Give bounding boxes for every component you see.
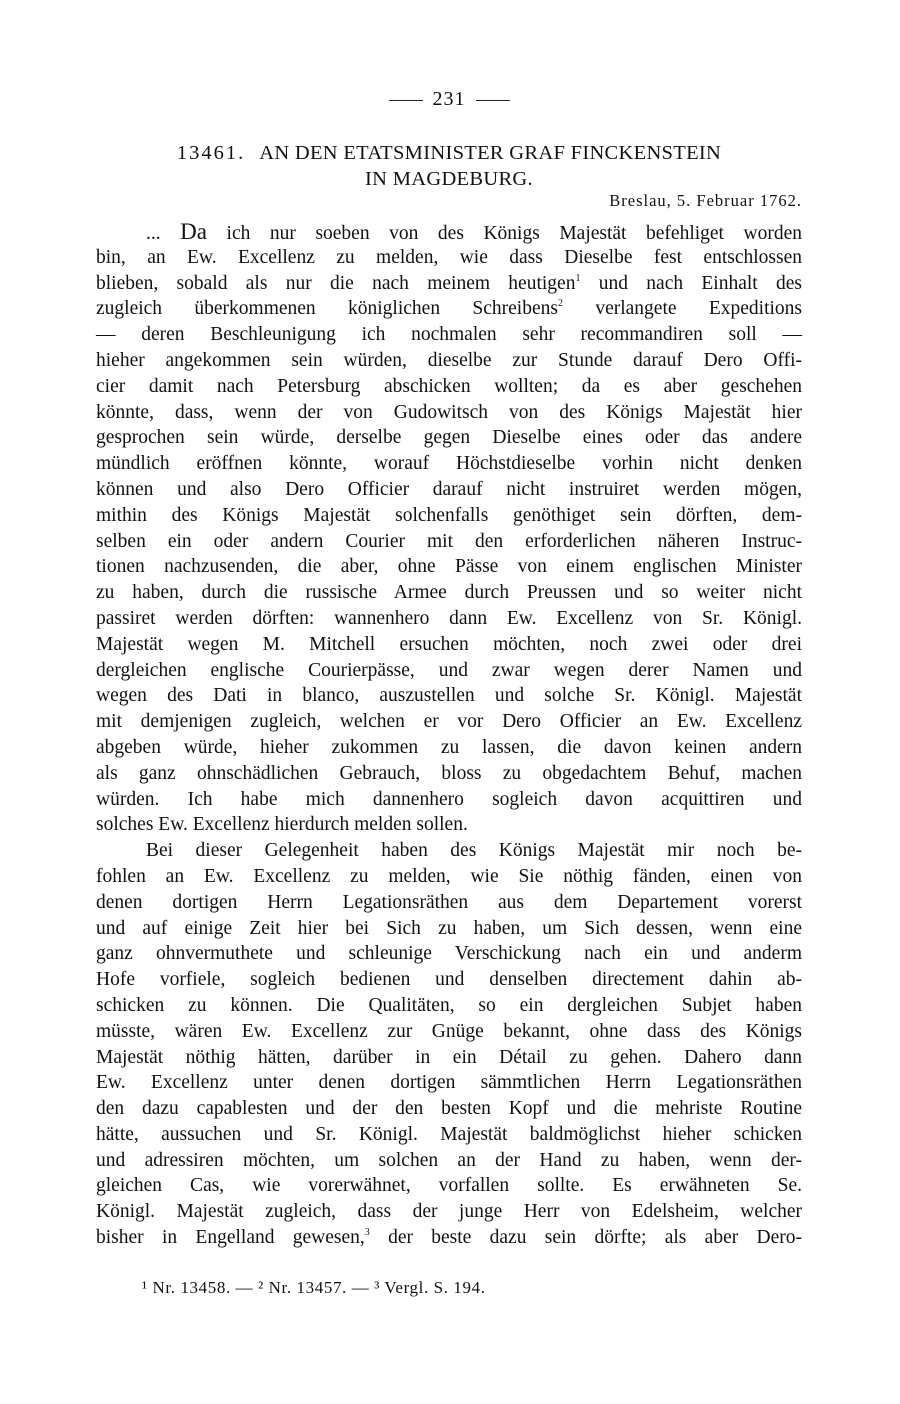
body-line: zu haben, durch die russische Armee durch Preussen und so weiter nicht — [96, 582, 802, 604]
body-line: als ganz ohnschädlichen Gebrauch, bloss zu obgedachtem Behuf, machen — [96, 762, 802, 784]
body-line: Hofe vorfiele, sogleich bedienen und denselben directement dahin ab- — [96, 969, 802, 991]
body-line: dergleichen englische Courierpässe, und zwar wegen derer Namen und — [96, 659, 802, 681]
body-line: könnte, dass, wenn der von Gudowitsch von des Königs Majestät hier — [96, 401, 802, 423]
ellipsis: ... — [146, 223, 161, 244]
body-line: Ew. Excellenz unter denen dortigen sämmtlichen Herrn Legationsräthen — [96, 1072, 802, 1094]
line-text: bisher in Engelland gewesen, — [96, 1227, 365, 1249]
line-text: der beste dazu sein dörfte; als aber Dero- — [388, 1227, 803, 1249]
page-number: 231 — [432, 88, 466, 110]
body-line: denen dortigen Herrn Legationsräthen aus dem Departement vorerst — [96, 891, 802, 913]
body-line: schicken zu können. Die Qualitäten, so ein dergleichen Subjet haben — [96, 994, 802, 1016]
line-text: ich nur soeben von des Königs Majestät befehliget worden — [207, 223, 803, 244]
body-line: mithin des Königs Majestät solchenfalls genöthiget sein dörften, dem- — [96, 504, 802, 526]
body-line: Bei dieser Gelegenheit haben des Königs Majestät mir noch be- — [146, 840, 802, 862]
letter-title — [96, 140, 802, 192]
letter-body — [96, 219, 802, 1251]
body-line: können und also Dero Officier darauf nicht instruiret werden mögen, — [96, 478, 802, 500]
body-line: fohlen an Ew. Excellenz zu melden, wie Sie nöthig fänden, einen von — [96, 865, 802, 887]
body-line: Majestät wegen M. Mitchell ersuchen möchten, noch zwei oder drei — [96, 633, 802, 655]
body-line: wegen des Dati in blanco, auszustellen und solche Sr. Königl. Majestät — [96, 685, 802, 707]
body-line: solches Ew. Excellenz hierdurch melden sollen. — [96, 814, 468, 836]
line-text: verlangete Expeditions — [562, 298, 803, 320]
body-line: müsste, wären Ew. Excellenz zur Gnüge bekannt, ohne dass des Königs — [96, 1020, 802, 1042]
footnote-ref: 1 — [575, 272, 581, 284]
footnote-ref: 2 — [557, 298, 563, 310]
body-line: cier damit nach Petersburg abschicken wollten; da es aber geschehen — [96, 375, 802, 397]
initial-word: Da — [180, 219, 207, 244]
letter-number: 13461. — [176, 142, 246, 164]
body-line: mit demjenigen zugleich, welchen er vor Dero Officier an Ew. Excellenz — [96, 711, 802, 733]
page-header — [96, 88, 802, 111]
body-line: hieher angekommen sein würden, dieselbe zur Stunde darauf Dero Offi- — [96, 349, 802, 371]
body-line: mündlich eröffnen könnte, worauf Höchstdieselbe vorhin nicht denken — [96, 453, 802, 475]
body-line: den dazu capablesten und der den besten Kopf und die mehriste Routine — [96, 1098, 802, 1120]
dateline: Breslau, 5. Februar 1762. — [609, 191, 802, 210]
body-line: abgeben würde, hieher zukommen zu lassen, die davon keinen andern — [96, 736, 802, 758]
body-line: ganz ohnvermuthete und schleunige Verschickung nach ein und anderm — [96, 943, 802, 965]
title-line-1 — [96, 140, 802, 166]
line-text: zugleich überkommenen königlichen Schreibens — [96, 298, 558, 320]
body-line — [96, 219, 802, 245]
body-line: hätte, aussuchen und Sr. Königl. Majestät baldmöglichst hieher schicken — [96, 1123, 802, 1145]
body-line: — deren Beschleunigung ich nochmalen sehr recommandiren soll — — [96, 324, 802, 346]
header-dash-left — [389, 100, 423, 101]
footnote-ref: 3 — [364, 1227, 370, 1239]
body-line: tionen nachzusenden, die aber, ohne Pässe von einem englischen Minister — [96, 556, 802, 578]
body-line: Majestät nöthig hätten, darüber in ein Détail zu gehen. Dahero dann — [96, 1046, 802, 1068]
body-line — [96, 296, 802, 322]
header-dash-right — [476, 100, 510, 101]
body-line: selben ein oder andern Courier mit den erforderlichen näheren Instruc- — [96, 530, 802, 552]
body-line: gleichen Cas, wie vorerwähnet, vorfallen sollte. Es erwähneten Se. — [96, 1175, 802, 1197]
line-text: blieben, sobald als nur die nach meinem heutigen — [96, 272, 576, 294]
body-line: Königl. Majestät zugleich, dass der junge Herr von Edelsheim, welcher — [96, 1201, 802, 1223]
body-line: gesprochen sein würde, derselbe gegen Dieselbe eines oder das andere — [96, 427, 802, 449]
body-line: würden. Ich habe mich dannenhero sogleich davon acquittiren und — [96, 788, 802, 810]
body-line: bin, an Ew. Excellenz zu melden, wie dass Dieselbe fest entschlossen — [96, 246, 802, 268]
title-recipient: AN DEN ETATSMINISTER GRAF FINCKENSTEIN — [259, 142, 722, 164]
body-line: und auf einige Zeit hier bei Sich zu haben, um Sich dessen, wenn eine — [96, 917, 802, 939]
body-line — [96, 271, 802, 297]
body-line: passiret werden dörften: wannenhero dann Ew. Excellenz von Sr. Königl. — [96, 607, 802, 629]
title-line-2: IN MAGDEBURG. — [365, 168, 533, 190]
footnotes: ¹ Nr. 13458. — ² Nr. 13457. — ³ Vergl. S. 194. — [142, 1278, 486, 1297]
body-line — [96, 1225, 802, 1251]
body-line: und adressiren möchten, um solchen an der Hand zu haben, wenn der- — [96, 1149, 802, 1171]
line-text: und nach Einhalt des — [580, 272, 803, 294]
